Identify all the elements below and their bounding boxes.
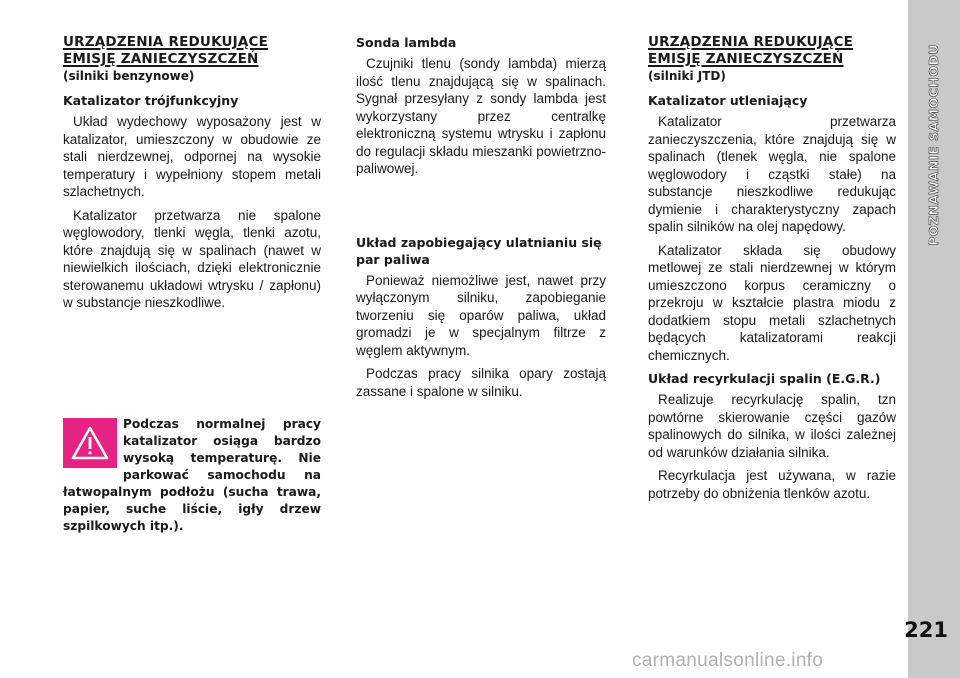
warning-notice [63,416,321,535]
paragraph: Realizuje recyrkulację spalin, tzn powtórne skierowanie części gazów spalinowych do silnika, w ilości zależnej od warunków działania silnika. [648,392,896,460]
paragraph: Układ wydechowy wyposażony jest w katalizator, umieszczony w obudowie ze stali nierdzewnej, odpornej na wysokie temperatury i wypełniony stopem metali szlachetnych. [63,114,321,199]
heading-three-way-catalyst: Katalizator trójfunkcyjny [63,93,239,108]
paragraph: Katalizator przetwarza zanieczyszczenia, które znajdują się w spalinach (tlenek węgla, nie spalone węglowodory i cząstki stałe) na substancje nieszkodliwe redukując dymienie i charakterystyczny zapach spalin silników na olej napędowy. [648,114,896,234]
paragraph: Katalizator składa się obudowy metlowej ze stali nierdzewnej w którym umieszczono korpus ceramiczny o przekroju w kształcie plastra miodu z dodatkiem stopu metali szlachetnych będących katalizatorami reakcji chemicznych. [648,242,896,363]
heading-lambda-sensor: Sonda lambda [356,35,457,50]
chapter-label [918,30,948,260]
watermark: carmanualsonline.info [632,650,824,671]
section-title-jtd: URZĄDZENIA REDUKUJĄCE EMISJĘ ZANIECZYSZCZEŃ [648,34,854,67]
warning-text: Podczas normalnej pracy katalizator osiąga bardzo wysoką temperaturę. Nie parkować samochodu na łatwopalnym podłożu (sucha trawa, papier, suche liście, igły drzew szpilkowych itp.). [63,417,321,533]
middle-column [356,34,606,406]
right-column [648,34,896,508]
heading-oxidation-catalyst: Katalizator utleniający [648,93,808,108]
section-title-petrol: URZĄDZENIA REDUKUJĄCE EMISJĘ ZANIECZYSZCZEŃ [63,34,269,67]
paragraph: Ponieważ niemożliwe jest, nawet przy wyłączonym silniku, zapobieganie tworzeniu się oparów paliwa, układ gromadzi je w specjalnym filtrze z węglem aktywnym. [356,272,606,358]
paragraph: Czujniki tlenu (sondy lambda) mierzą ilość tlenu znajdującą się w spalinach. Sygnał przesyłany z sondy lambda jest wykorzystany przez centralkę elektroniczną systemu wtrysku i zapłonu do regulacji składu mieszanki powietrzno-paliwowej. [356,56,606,176]
left-column [63,34,321,318]
heading-egr: Układ recyrkulacji spalin (E.G.R.) [648,371,881,386]
section-subtitle-jtd: (silniki JTD) [648,69,726,83]
paragraph: Recyrkulacja jest używana, w razie potrzeby do obniżenia tlenków azotu. [648,468,896,501]
paragraph: Podczas pracy silnika opary zostają zassane i spalone w silniku. [356,366,606,399]
warning-triangle-icon [63,418,117,468]
page-number: 221 [904,618,948,642]
section-subtitle-petrol: (silniki benzynowe) [63,69,195,83]
chapter-label-text: POZNAWANIE SAMOCHODU [925,44,941,246]
heading-evap-system: Układ zapobiegający ulatnianiu się par paliwa [356,234,602,267]
paragraph: Katalizator przetwarza nie spalone węglowodory, tlenki węgla, tlenki azotu, które znajdują się w spalinach (nawet w niewielkich ilościach, dzięki elektronicznie sterowanemu układowi wtrysku / zapłonu) w substancje nieszkodliwe. [63,207,321,310]
chapter-sidebar [904,0,960,678]
